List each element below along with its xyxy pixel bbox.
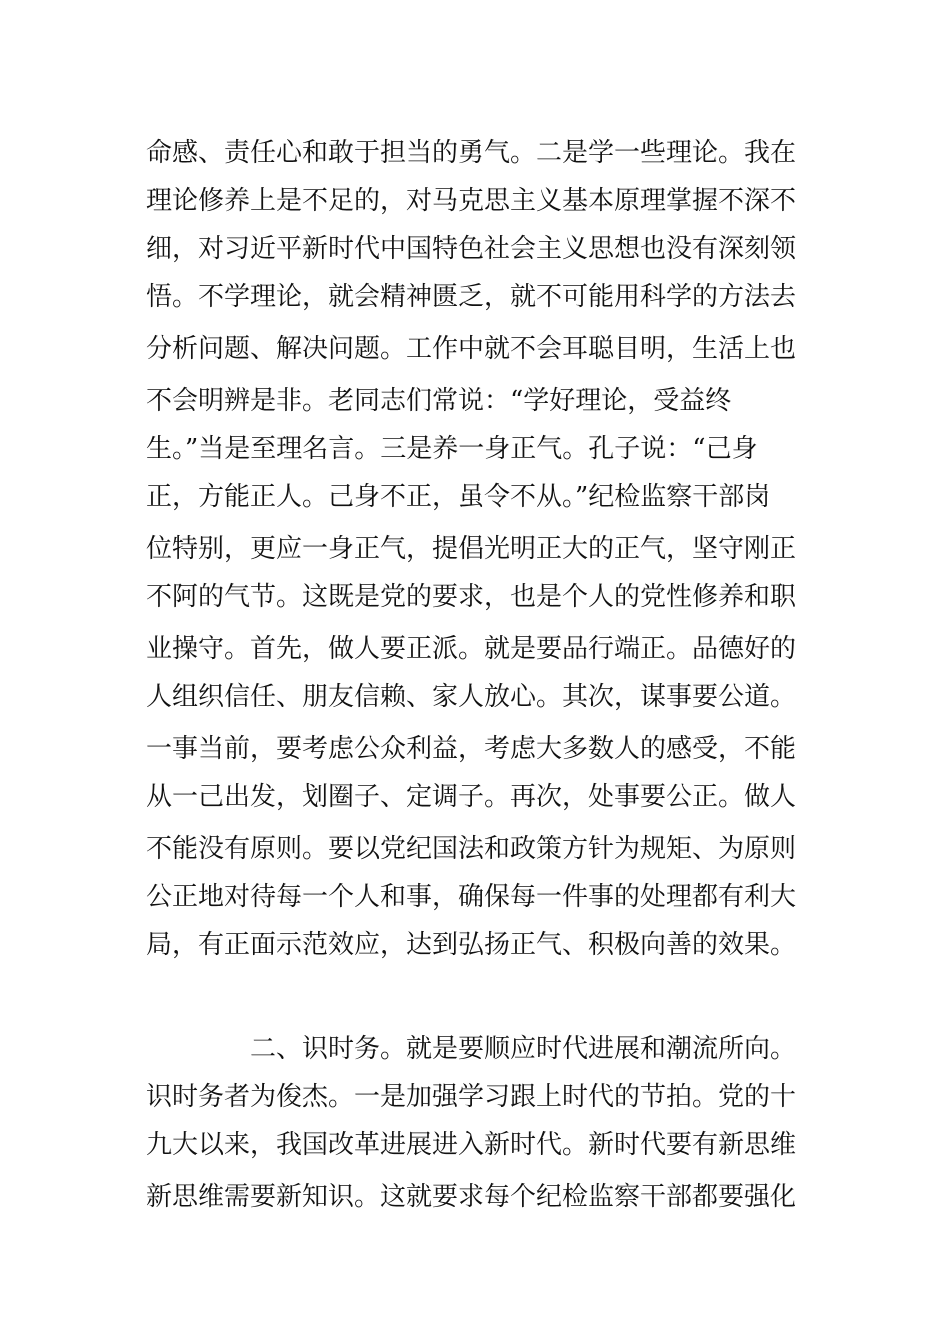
- text-line: 不会明辨是非。老同志们常说：“学好理论，受益终: [146, 386, 732, 416]
- text-line: 不能没有原则。要以党纪国法和政策方针为规矩、为原则: [146, 834, 797, 864]
- text-line: 新思维需要新知识。这就要求每个纪检监察干部都要强化: [146, 1182, 797, 1212]
- text-line: 生。”当是至理名言。三是养一身正气。孔子说：“己身: [146, 434, 758, 464]
- text-line: 从一己出发，划圈子、定调子。再次，处事要公正。做人: [146, 782, 797, 812]
- text-line: 局，有正面示范效应，达到弘扬正气、积极向善的效果。: [146, 930, 797, 960]
- text-line: 公正地对待每一个人和事，确保每一件事的处理都有利大: [146, 882, 797, 912]
- text-line: 识时务者为俊杰。一是加强学习跟上时代的节拍。党的十: [146, 1082, 797, 1112]
- text-line: 业操守。首先，做人要正派。就是要品行端正。品德好的: [146, 634, 797, 664]
- section-heading-line: 二、识时务。就是要顺应时代进展和潮流所向。: [250, 1034, 797, 1064]
- text-line: 人组织信任、朋友信赖、家人放心。其次，谋事要公道。: [146, 682, 797, 712]
- text-line: 细，对习近平新时代中国特色社会主义思想也没有深刻领: [146, 234, 797, 264]
- text-line: 正，方能正人。己身不正，虽令不从。”纪检监察干部岗: [146, 482, 771, 512]
- text-line: 一事当前，要考虑公众利益，考虑大多数人的感受，不能: [146, 734, 797, 764]
- text-line: 不阿的气节。这既是党的要求，也是个人的党性修养和职: [146, 582, 797, 612]
- text-line: 命感、责任心和敢于担当的勇气。二是学一些理论。我在: [146, 138, 797, 168]
- text-line: 理论修养上是不足的，对马克思主义基本原理掌握不深不: [146, 186, 797, 216]
- text-line: 位特别，更应一身正气，提倡光明正大的正气，坚守刚正: [146, 534, 797, 564]
- text-line: 分析问题、解决问题。工作中就不会耳聪目明，生活上也: [146, 334, 797, 364]
- text-line: 九大以来，我国改革进展进入新时代。新时代要有新思维: [146, 1130, 797, 1160]
- text-line: 悟。不学理论，就会精神匮乏，就不可能用科学的方法去: [146, 282, 797, 312]
